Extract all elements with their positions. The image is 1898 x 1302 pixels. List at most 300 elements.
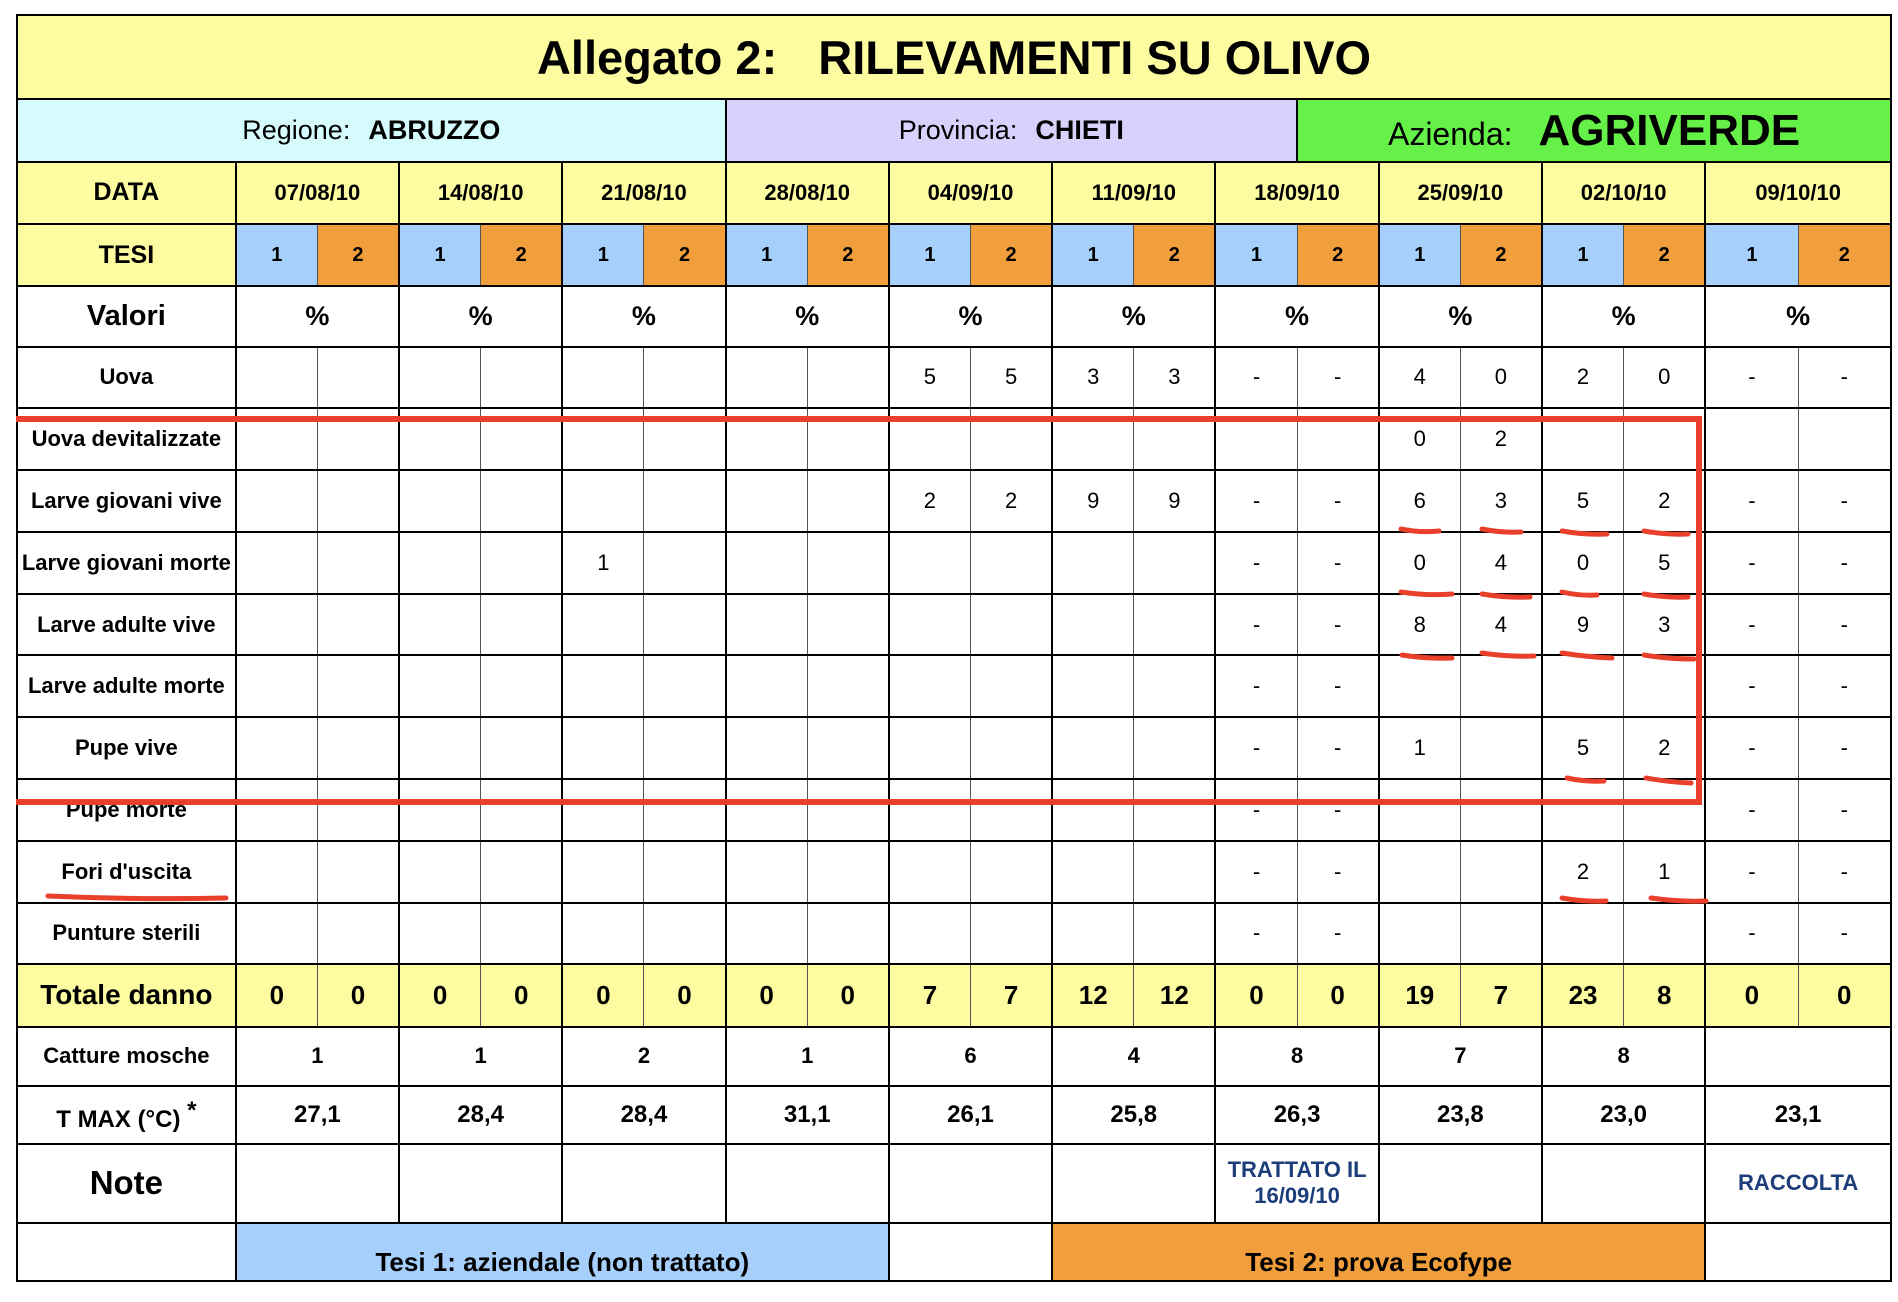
value-cell [1134, 532, 1216, 594]
value-cell [1460, 779, 1542, 841]
tesi-1-badge: 1 [1705, 224, 1798, 286]
value-cell: 9 [1134, 470, 1216, 532]
value-cell [399, 717, 481, 779]
value-cell [562, 470, 644, 532]
value-cell [971, 594, 1053, 656]
value-cell [481, 655, 563, 717]
value-cell [236, 347, 318, 409]
value-cell: - [1215, 347, 1297, 409]
date-cell: 04/09/10 [889, 162, 1052, 224]
value-cell: 4 [1379, 347, 1461, 409]
row-label: Fori d'uscita [17, 841, 236, 903]
value-cell [562, 408, 644, 470]
value-cell [1297, 408, 1379, 470]
value-cell [1460, 903, 1542, 965]
value-cell [481, 347, 563, 409]
value-cell [481, 717, 563, 779]
value-cell [1052, 779, 1134, 841]
value-cell [236, 841, 318, 903]
value-cell [399, 532, 481, 594]
tesi-1-badge: 1 [1379, 224, 1461, 286]
catture-cell: 7 [1379, 1027, 1542, 1086]
value-cell: 0 [1542, 532, 1624, 594]
tmax-cell: 27,1 [236, 1086, 399, 1144]
value-cell: - [1215, 470, 1297, 532]
note-cell [726, 1144, 889, 1222]
value-cell [399, 655, 481, 717]
value-cell [807, 779, 889, 841]
tesi-2-badge: 2 [1134, 224, 1216, 286]
info-row [17, 99, 1891, 161]
value-cell [644, 408, 726, 470]
value-cell [1215, 408, 1297, 470]
value-cell [236, 903, 318, 965]
value-cell [1542, 408, 1624, 470]
value-cell: - [1705, 903, 1798, 965]
unit-cell: % [1052, 286, 1215, 346]
data-row [17, 779, 1891, 841]
value-cell [1379, 903, 1461, 965]
totale-cell: 0 [236, 964, 318, 1026]
value-cell: - [1705, 717, 1798, 779]
value-cell: 6 [1379, 470, 1461, 532]
row-label: Punture sterili [17, 903, 236, 965]
value-cell [889, 532, 971, 594]
value-cell [317, 594, 399, 656]
value-cell [726, 532, 808, 594]
value-cell: - [1297, 779, 1379, 841]
value-cell [644, 655, 726, 717]
value-cell: 8 [1379, 594, 1461, 656]
value-cell [807, 408, 889, 470]
totale-cell: 0 [644, 964, 726, 1026]
value-cell [807, 347, 889, 409]
tmax-cell: 31,1 [726, 1086, 889, 1144]
value-cell [1624, 903, 1706, 965]
totale-cell: 0 [481, 964, 563, 1026]
note-row [17, 1144, 1891, 1222]
data-row [17, 470, 1891, 532]
value-cell: 2 [1542, 347, 1624, 409]
value-cell [399, 594, 481, 656]
value-cell: 2 [1624, 717, 1706, 779]
value-cell: 2 [1624, 470, 1706, 532]
value-cell [1542, 779, 1624, 841]
tesi-row [17, 224, 1891, 286]
tesi-2-badge: 2 [481, 224, 563, 286]
value-cell: 2 [889, 470, 971, 532]
value-cell [562, 594, 644, 656]
data-row [17, 347, 1891, 409]
value-cell: - [1798, 655, 1891, 717]
value-cell [807, 470, 889, 532]
value-cell [1460, 841, 1542, 903]
value-cell [1134, 779, 1216, 841]
value-cell: 4 [1460, 594, 1542, 656]
catture-cell: 6 [889, 1027, 1052, 1086]
value-cell [399, 347, 481, 409]
value-cell [807, 532, 889, 594]
value-cell [236, 408, 318, 470]
value-cell [317, 717, 399, 779]
data-sheet [16, 14, 1892, 1282]
data-row [17, 532, 1891, 594]
totale-cell: 12 [1052, 964, 1134, 1026]
value-cell [1134, 408, 1216, 470]
valori-row [17, 286, 1891, 346]
value-cell [889, 594, 971, 656]
value-cell [481, 532, 563, 594]
value-cell [726, 408, 808, 470]
value-cell [317, 470, 399, 532]
value-cell: - [1705, 779, 1798, 841]
value-cell [644, 347, 726, 409]
data-row [17, 594, 1891, 656]
legend-spacer [1705, 1223, 1891, 1282]
catture-cell [1705, 1027, 1891, 1086]
catture-cell: 1 [236, 1027, 399, 1086]
value-cell [971, 841, 1053, 903]
tmax-asterisk: * [187, 1096, 197, 1124]
value-cell [644, 532, 726, 594]
value-cell [317, 655, 399, 717]
value-cell: 4 [1460, 532, 1542, 594]
tmax-cell: 25,8 [1052, 1086, 1215, 1144]
note-cell [1052, 1144, 1215, 1222]
value-cell [317, 408, 399, 470]
value-cell: - [1705, 594, 1798, 656]
value-cell [1052, 408, 1134, 470]
value-cell [726, 779, 808, 841]
value-cell: - [1798, 532, 1891, 594]
tmax-label-cell [17, 1086, 236, 1144]
row-label: Uova [17, 347, 236, 409]
value-cell [726, 717, 808, 779]
value-cell: - [1297, 347, 1379, 409]
value-cell [1052, 532, 1134, 594]
value-cell: 1 [562, 532, 644, 594]
value-cell [1052, 655, 1134, 717]
value-cell [1542, 903, 1624, 965]
catture-cell: 8 [1215, 1027, 1378, 1086]
tesi-1-badge: 1 [236, 224, 318, 286]
note-cell: RACCOLTA [1705, 1144, 1891, 1222]
value-cell: - [1705, 470, 1798, 532]
value-cell: - [1798, 347, 1891, 409]
value-cell [889, 717, 971, 779]
value-cell [481, 470, 563, 532]
legend-spacer [889, 1223, 1052, 1282]
value-cell: 3 [1052, 347, 1134, 409]
totale-cell: 19 [1379, 964, 1461, 1026]
value-cell [807, 594, 889, 656]
value-cell [399, 841, 481, 903]
value-cell: - [1798, 903, 1891, 965]
data-row [17, 655, 1891, 717]
tesi-2-badge: 2 [971, 224, 1053, 286]
value-cell: - [1215, 594, 1297, 656]
value-cell [562, 347, 644, 409]
page-title [17, 15, 1891, 99]
azienda-cell [1297, 99, 1891, 161]
value-cell: 1 [1379, 717, 1461, 779]
value-cell [971, 779, 1053, 841]
regione-value: ABRUZZO [368, 115, 501, 146]
totale-label: Totale danno [17, 964, 236, 1026]
totale-cell: 7 [1460, 964, 1542, 1026]
value-cell [562, 841, 644, 903]
totale-cell: 0 [1297, 964, 1379, 1026]
value-cell [1134, 841, 1216, 903]
value-cell [726, 470, 808, 532]
totale-cell: 0 [562, 964, 644, 1026]
value-cell: - [1798, 717, 1891, 779]
value-cell [1134, 903, 1216, 965]
value-cell [481, 779, 563, 841]
tesi-1-badge: 1 [889, 224, 971, 286]
catture-cell: 2 [562, 1027, 725, 1086]
value-cell: 3 [1624, 594, 1706, 656]
value-cell [236, 779, 318, 841]
date-cell: 11/09/10 [1052, 162, 1215, 224]
value-cell: - [1297, 841, 1379, 903]
value-cell [807, 655, 889, 717]
legend-tesi-1 [236, 1223, 889, 1282]
value-cell [317, 903, 399, 965]
value-cell: - [1215, 903, 1297, 965]
date-cell: 09/10/10 [1705, 162, 1891, 224]
date-cell: 28/08/10 [726, 162, 889, 224]
row-label: Larve adulte morte [17, 655, 236, 717]
azienda-label: Azienda: [1387, 115, 1513, 152]
tmax-cell: 23,1 [1705, 1086, 1891, 1144]
value-cell: 5 [1624, 532, 1706, 594]
value-cell [1134, 655, 1216, 717]
tesi-1-badge: 1 [562, 224, 644, 286]
totale-cell: 0 [399, 964, 481, 1026]
row-label: Larve giovani vive [17, 470, 236, 532]
regione-cell [17, 99, 726, 161]
totale-cell: 0 [1215, 964, 1297, 1026]
value-cell: - [1705, 532, 1798, 594]
tesi-2-badge: 2 [1798, 224, 1891, 286]
value-cell [889, 408, 971, 470]
value-cell [562, 903, 644, 965]
value-cell [236, 532, 318, 594]
value-cell: - [1297, 532, 1379, 594]
value-cell [399, 779, 481, 841]
catture-cell: 4 [1052, 1027, 1215, 1086]
value-cell [1134, 717, 1216, 779]
date-cell: 07/08/10 [236, 162, 399, 224]
tmax-label: T MAX (°C) [56, 1105, 181, 1133]
value-cell: 1 [1624, 841, 1706, 903]
value-cell [807, 903, 889, 965]
catture-cell: 8 [1542, 1027, 1705, 1086]
value-cell: - [1798, 470, 1891, 532]
note-cell: TRATTATO IL 16/09/10 [1215, 1144, 1378, 1222]
value-cell: - [1798, 779, 1891, 841]
tesi-1-badge: 1 [726, 224, 808, 286]
tesi-2-badge: 2 [1624, 224, 1706, 286]
value-cell [1798, 408, 1891, 470]
date-row [17, 162, 1891, 224]
row-label: Larve giovani morte [17, 532, 236, 594]
tmax-cell: 23,0 [1542, 1086, 1705, 1144]
value-cell [317, 841, 399, 903]
value-cell: 2 [1542, 841, 1624, 903]
value-cell: 0 [1379, 408, 1461, 470]
value-cell [971, 408, 1053, 470]
value-cell: 0 [1379, 532, 1461, 594]
value-cell [889, 779, 971, 841]
value-cell [971, 532, 1053, 594]
data-row [17, 717, 1891, 779]
legend-tesi-2-text: Tesi 2: prova Ecofype [1245, 1247, 1513, 1277]
value-cell [1624, 779, 1706, 841]
unit-cell: % [1379, 286, 1542, 346]
value-cell [971, 655, 1053, 717]
totale-cell: 7 [889, 964, 971, 1026]
value-cell: 3 [1134, 347, 1216, 409]
unit-cell: % [562, 286, 725, 346]
value-cell: - [1297, 717, 1379, 779]
value-cell [1542, 655, 1624, 717]
tesi-1-badge: 1 [1215, 224, 1297, 286]
totale-cell: 0 [317, 964, 399, 1026]
value-cell [236, 470, 318, 532]
data-header-label: DATA [17, 162, 236, 224]
value-cell [1460, 655, 1542, 717]
totale-cell: 23 [1542, 964, 1624, 1026]
value-cell [399, 408, 481, 470]
value-cell [236, 594, 318, 656]
totale-cell: 0 [1705, 964, 1798, 1026]
tmax-cell: 28,4 [399, 1086, 562, 1144]
note-label: Note [17, 1144, 236, 1222]
tmax-cell: 26,1 [889, 1086, 1052, 1144]
data-row [17, 408, 1891, 470]
value-cell [562, 779, 644, 841]
value-cell [1624, 655, 1706, 717]
value-cell: - [1798, 841, 1891, 903]
note-cell [399, 1144, 562, 1222]
unit-cell: % [726, 286, 889, 346]
unit-cell: % [399, 286, 562, 346]
row-label: Pupe vive [17, 717, 236, 779]
legend-tesi-2 [1052, 1223, 1705, 1282]
value-cell [1460, 717, 1542, 779]
value-cell: - [1215, 779, 1297, 841]
value-cell: - [1297, 470, 1379, 532]
tmax-cell: 23,8 [1379, 1086, 1542, 1144]
value-cell [1052, 594, 1134, 656]
value-cell: 5 [1542, 717, 1624, 779]
tesi-1-badge: 1 [1052, 224, 1134, 286]
totale-cell: 12 [1134, 964, 1216, 1026]
catture-cell: 1 [399, 1027, 562, 1086]
totale-cell: 0 [726, 964, 808, 1026]
date-cell: 25/09/10 [1379, 162, 1542, 224]
tesi-header-label: TESI [17, 224, 236, 286]
value-cell [644, 717, 726, 779]
value-cell: 2 [1460, 408, 1542, 470]
value-cell [1705, 408, 1798, 470]
row-label: Larve adulte vive [17, 594, 236, 656]
note-cell [1379, 1144, 1542, 1222]
note-cell [1542, 1144, 1705, 1222]
value-cell [807, 841, 889, 903]
value-cell: 0 [1460, 347, 1542, 409]
legend-spacer [17, 1223, 236, 1282]
value-cell: 9 [1052, 470, 1134, 532]
date-cell: 21/08/10 [562, 162, 725, 224]
totale-row [17, 964, 1891, 1026]
value-cell: 5 [1542, 470, 1624, 532]
tesi-1-badge: 1 [1542, 224, 1624, 286]
value-cell: 3 [1460, 470, 1542, 532]
value-cell: 5 [971, 347, 1053, 409]
date-cell: 14/08/10 [399, 162, 562, 224]
provincia-cell [726, 99, 1297, 161]
value-cell [317, 347, 399, 409]
legend-tesi-1-text: Tesi 1: aziendale (non trattato) [375, 1247, 750, 1277]
value-cell: - [1215, 532, 1297, 594]
value-cell: - [1798, 594, 1891, 656]
value-cell [971, 903, 1053, 965]
value-cell [889, 903, 971, 965]
catture-cell: 1 [726, 1027, 889, 1086]
value-cell [317, 779, 399, 841]
value-cell [1052, 903, 1134, 965]
value-cell [236, 655, 318, 717]
data-row [17, 903, 1891, 965]
note-cell [236, 1144, 399, 1222]
value-cell: - [1705, 655, 1798, 717]
value-cell [1052, 717, 1134, 779]
title-prefix: Allegato 2: [536, 30, 778, 84]
value-cell [236, 717, 318, 779]
value-cell: - [1297, 594, 1379, 656]
value-cell [726, 347, 808, 409]
tmax-row [17, 1086, 1891, 1144]
tesi-1-badge: 1 [399, 224, 481, 286]
tmax-cell: 26,3 [1215, 1086, 1378, 1144]
value-cell [971, 717, 1053, 779]
olive-survey-table [16, 14, 1892, 1282]
totale-cell: 0 [807, 964, 889, 1026]
value-cell: 2 [971, 470, 1053, 532]
value-cell: 9 [1542, 594, 1624, 656]
totale-cell: 8 [1624, 964, 1706, 1026]
value-cell [562, 655, 644, 717]
azienda-value: AGRIVERDE [1538, 105, 1801, 155]
value-cell: 0 [1624, 347, 1706, 409]
value-cell: - [1705, 841, 1798, 903]
value-cell [889, 655, 971, 717]
unit-cell: % [889, 286, 1052, 346]
value-cell [644, 779, 726, 841]
value-cell [481, 594, 563, 656]
value-cell [726, 594, 808, 656]
note-cell [562, 1144, 725, 1222]
row-label: Pupe morte [17, 779, 236, 841]
unit-cell: % [236, 286, 399, 346]
value-cell [1379, 779, 1461, 841]
value-cell [562, 717, 644, 779]
tesi-2-badge: 2 [1460, 224, 1542, 286]
unit-cell: % [1215, 286, 1378, 346]
